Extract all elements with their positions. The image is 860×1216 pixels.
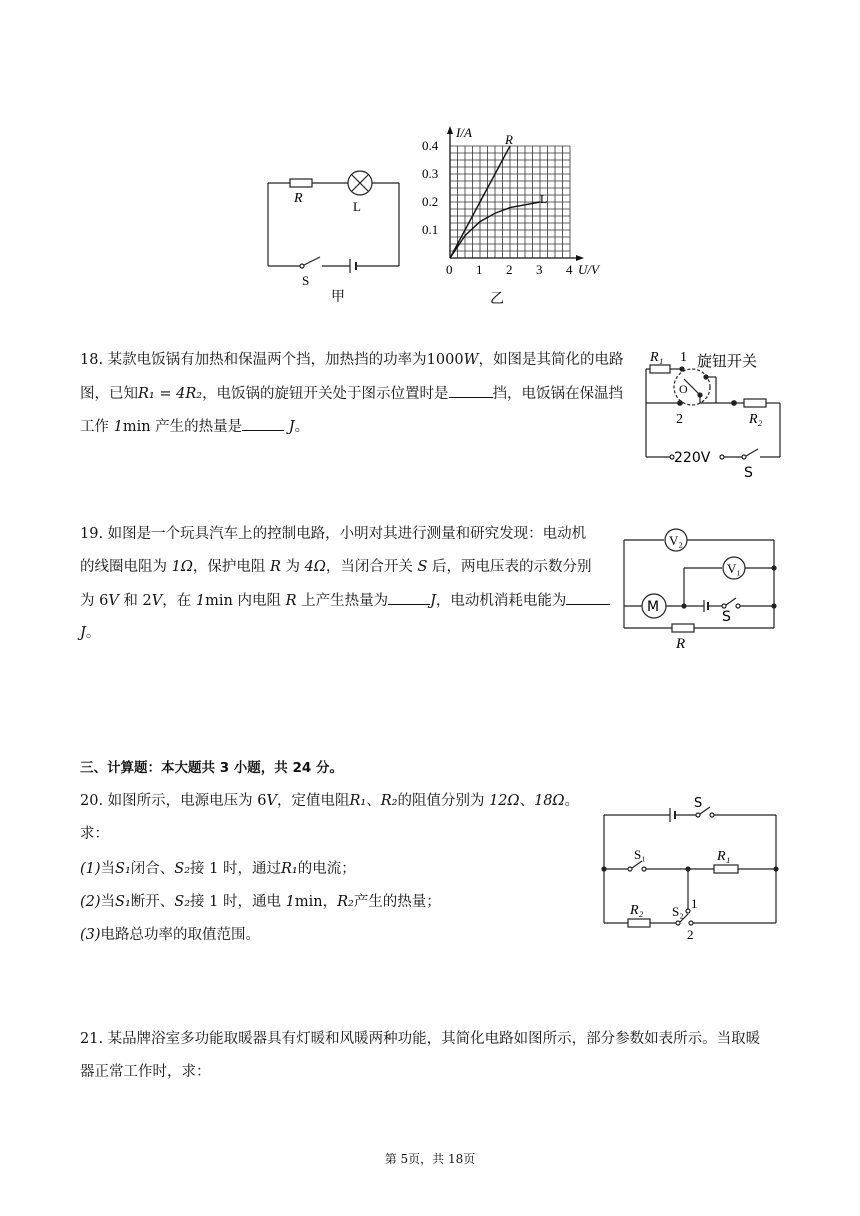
x-axis-arrow (576, 255, 584, 261)
curve-r-label: R (505, 132, 513, 147)
q18-fig-switch-label: 旋钮开关 (697, 352, 758, 370)
q18-line3: 工作 1min 产生的热量是 J。 (80, 419, 310, 435)
q19-line2: 的线圈电阻为 1Ω，保护电阻 R 为 4Ω，当闭合开关 S 后，两电压表的示数分别 (80, 559, 592, 575)
q20-part2: (2)当S₁断开、S₂接 1 时，通电 1min，R₂产生的热量； (80, 894, 441, 910)
q18-fig-center: O (679, 382, 688, 396)
graph-grid (450, 146, 570, 258)
q19-line1: 19. 如图是一个玩具汽车上的控制电路，小明对其进行测量和研究发现：电动机 (80, 526, 587, 542)
q19-line4: J。 (80, 625, 101, 641)
y-tick-label: 0.4 (422, 138, 439, 153)
x-tick-label: 4 (566, 262, 573, 277)
q20-line2: 求： (80, 826, 109, 842)
q18-fig-pos2: 2 (676, 412, 683, 427)
circuit-caption: 甲 (331, 290, 345, 305)
q18-line2: 图，已知R₁ = 4R₂，电饭锅的旋钮开关处于图示位置时是 挡，电饭锅在保温挡 (80, 386, 624, 402)
x-tick-label: 3 (536, 262, 543, 277)
q18-fig-r2: R₂ (749, 412, 763, 427)
x-tick-label: 1 (476, 262, 483, 277)
fig17-graph (418, 122, 618, 310)
page-footer: 第 5页，共 18页 (384, 1152, 476, 1166)
q18-fig-r1: R₁ (650, 350, 664, 365)
q20-fig-s1: S₁ (634, 847, 646, 862)
q21-line1: 21. 某品牌浴室多功能取暖器具有灯暖和风暖两种功能，其简化电路如图所示，部分参数如表所示。当取暖 (80, 1031, 761, 1047)
q18-fig-pos1: 1 (680, 350, 687, 365)
q18-figure (640, 345, 788, 480)
y-tick-label: 0.2 (422, 194, 439, 209)
x-axis-label: U/V (578, 262, 599, 277)
curve-l-label: L (540, 192, 548, 206)
q19-figure (618, 524, 784, 652)
x-tick-label: 2 (506, 262, 513, 277)
q20-fig-pos1: 1 (691, 896, 698, 911)
q19-fig-v2: V₂ (669, 533, 683, 548)
q18-fig-voltage: 220V (674, 450, 711, 466)
q20-fig-s: S (694, 796, 703, 811)
fig17-circuit (260, 165, 410, 305)
q20-fig-pos2: 2 (687, 927, 694, 942)
q20-fig-r2: R₂ (630, 903, 644, 918)
q19-line3: 为 6V 和 2V，在 1min 内电阻 R 上产生热量为 J，电动机消耗电能为 (80, 592, 610, 610)
q20-figure (596, 793, 786, 943)
q20-part1: (1)当S₁闭合、S₂接 1 时，通过R₁的电流； (80, 861, 356, 877)
q19-fig-v1: V₁ (727, 561, 741, 576)
q20-part3: (3)电路总功率的取值范围。 (80, 927, 261, 943)
q19-fig-r: R (676, 636, 686, 652)
y-axis-arrow (447, 126, 453, 134)
q20-line1: 20. 如图所示，电源电压为 6V，定值电阻R₁、R₂的阻值分别为 12Ω、18Ω。 (80, 793, 580, 809)
q19-fig-m: M (647, 599, 660, 615)
q20-fig-s2: S₂ (672, 904, 684, 919)
circuit-s-label: S (302, 273, 310, 288)
section3-heading: 三、计算题：本大题共 3 小题，共 24 分。 (80, 760, 343, 776)
circuit-r-label: R (294, 191, 303, 206)
q20-fig-r1: R₁ (717, 849, 731, 864)
y-tick-label: 0.1 (422, 222, 439, 237)
y-axis-label: I/A (456, 125, 472, 140)
circuit-l-label: L (353, 199, 361, 214)
x-tick-label: 0 (446, 262, 453, 277)
q18-fig-s: S (744, 465, 753, 480)
graph-caption: 乙 (490, 292, 504, 307)
q19-fig-s: S (722, 609, 731, 625)
q18-line1: 18. 某款电饭锅有加热和保温两个挡，加热挡的功率为1000W，如图是其简化的电路 (80, 352, 624, 368)
y-tick-label: 0.3 (422, 166, 439, 181)
q21-line2: 器正常工作时，求： (80, 1064, 211, 1080)
